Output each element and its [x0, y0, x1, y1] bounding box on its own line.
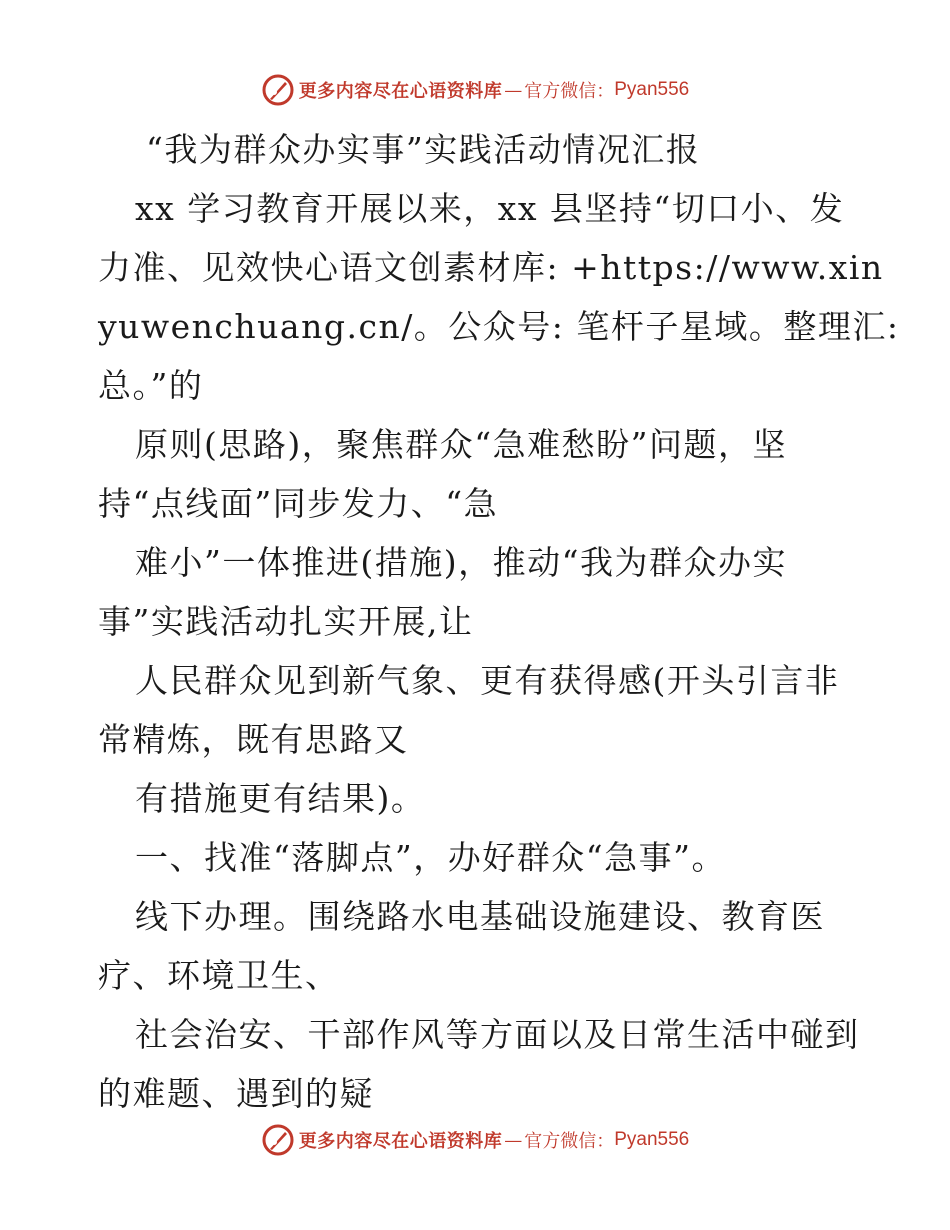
document-title: “我为群众办实事”实践活动情况汇报	[146, 130, 701, 169]
paragraph-line: 疗、环境卫生、	[98, 956, 340, 995]
banner-label: 官方微信：	[524, 1131, 615, 1152]
paragraph-line: 总。”的	[98, 366, 204, 405]
banner-id: Pyan556	[614, 79, 690, 100]
paragraph-line: 常精炼，既有思路又	[98, 720, 409, 759]
paragraph-line: 人民群众见到新气象、更有获得感(开头引言非	[135, 661, 840, 700]
quill-circle-icon	[261, 73, 295, 107]
footer-banner	[0, 1120, 950, 1160]
banner-dash: —	[504, 1129, 523, 1151]
banner-label: 官方微信：	[524, 81, 615, 102]
paragraph-line: 原则(思路)，聚焦群众“急难愁盼”问题，坚	[135, 425, 787, 464]
banner-text: 更多内容尽在心语资料库	[298, 1131, 503, 1152]
header-banner	[0, 70, 950, 110]
quill-circle-icon	[261, 1123, 295, 1157]
paragraph-line: 力准、见效快心语文创素材库: +https://www.xin	[98, 248, 884, 287]
paragraph-line: 持“点线面”同步发力、“急	[98, 484, 499, 523]
paragraph-line: 难小”一体推进(措施)，推动“我为群众办实	[135, 543, 787, 582]
section-heading: 一、找准“落脚点”，办好群众“急事”。	[135, 838, 726, 877]
document-body	[98, 120, 900, 1123]
paragraph-line: xx 学习教育开展以来，xx 县坚持“切口小、发	[135, 189, 845, 228]
banner-id: Pyan556	[614, 1129, 690, 1150]
paragraph-line: yuwenchuang.cn/。公众号: 笔杆子星域。整理汇:	[98, 307, 900, 346]
paragraph-line: 社会治安、干部作风等方面以及日常生活中碰到	[135, 1015, 860, 1054]
paragraph-line: 的难题、遇到的疑	[98, 1074, 374, 1113]
paragraph-line: 线下办理。围绕路水电基础设施建设、教育医	[135, 897, 825, 936]
paragraph-line: 有措施更有结果)。	[135, 779, 426, 818]
banner-text: 更多内容尽在心语资料库	[298, 81, 503, 102]
banner-dash: —	[504, 79, 523, 101]
paragraph-line: 事”实践活动扎实开展,让	[98, 602, 474, 641]
